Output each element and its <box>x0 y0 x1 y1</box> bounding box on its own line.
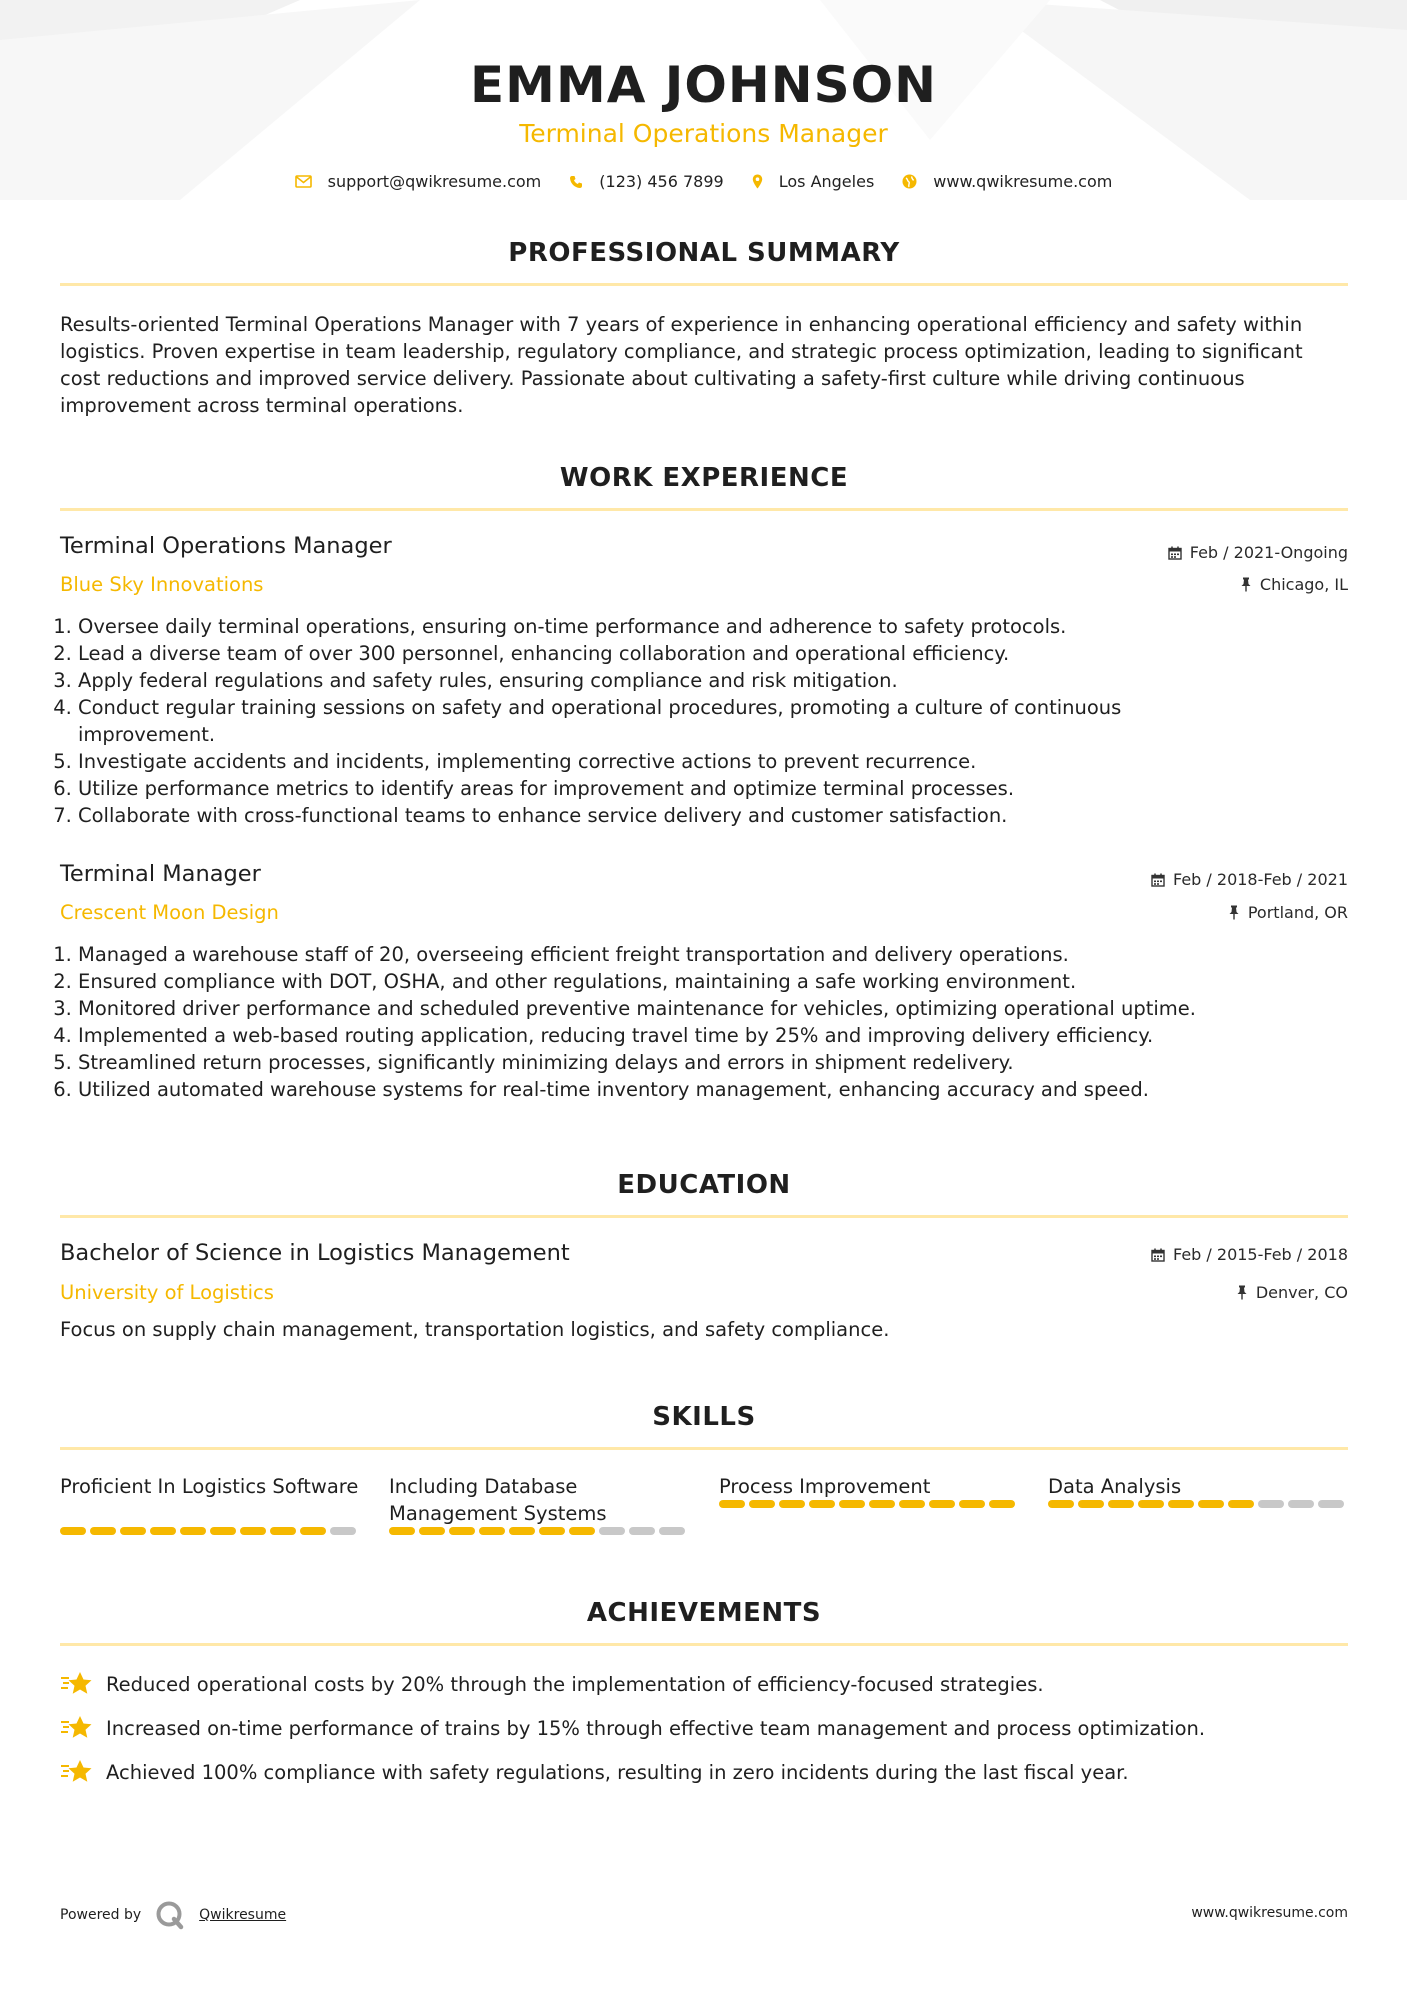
degree-title: Bachelor of Science in Logistics Management <box>60 1240 570 1266</box>
skill-segment-empty <box>330 1527 356 1535</box>
brand-link[interactable]: Qwikresume <box>199 1907 287 1923</box>
globe-icon <box>902 174 917 189</box>
skill-segment-filled <box>60 1527 86 1535</box>
skill-segment-filled <box>1138 1500 1164 1508</box>
section-title-experience: WORK EXPERIENCE <box>559 463 849 493</box>
footer-website[interactable]: www.qwikresume.com <box>1191 1905 1348 1921</box>
skill-segment-filled <box>809 1500 835 1508</box>
star-icon <box>60 1759 94 1785</box>
list-item: 3. Monitored driver performance and scheduled preventive maintenance for vehicles, optimizing operational uptime. <box>78 995 1338 1022</box>
job-bullets <box>60 941 1338 1103</box>
skill-name: Process Improvement <box>719 1475 931 1498</box>
pushpin-icon <box>1236 1285 1248 1300</box>
skill-segment-filled <box>1078 1500 1104 1508</box>
star-icon <box>60 1671 94 1697</box>
section-divider <box>60 1215 1348 1218</box>
skill-segment-filled <box>869 1500 895 1508</box>
skill-segment-filled <box>1228 1500 1254 1508</box>
skill-segment-filled <box>419 1527 445 1535</box>
job-title: Terminal Manager <box>60 861 261 887</box>
summary-text: Results-oriented Terminal Operations Manager with 7 years of experience in enhancing operational efficiency and safety within logistics. Proven expertise in team leadership, regulatory compliance, and strategic process optimization, leading to significant cost reductions and improved service delivery. Passionate about cultivating a safety-first culture while driving continuous improvement across terminal operations. <box>60 313 1303 417</box>
skill-level-bar <box>60 1527 360 1535</box>
skill-segment-filled <box>989 1500 1015 1508</box>
map-pin-icon <box>752 174 763 189</box>
email-text: support@qwikresume.com <box>327 172 542 191</box>
contact-phone[interactable] <box>569 172 723 191</box>
skill-segment-filled <box>839 1500 865 1508</box>
contact-email[interactable] <box>295 172 542 191</box>
skill-level-bar <box>1048 1500 1348 1508</box>
list-item: 5. Investigate accidents and incidents, implementing corrective actions to prevent recurrence. <box>78 748 1338 775</box>
skill-name: Proficient In Logistics Software <box>60 1475 359 1498</box>
skill-segment-filled <box>719 1500 745 1508</box>
list-item: 1. Managed a warehouse staff of 20, overseeing efficient freight transportation and delivery operations. <box>78 941 1338 968</box>
contact-location <box>752 172 875 191</box>
calendar-icon <box>1168 546 1182 560</box>
skill-segment-filled <box>150 1527 176 1535</box>
job-location: Chicago, IL <box>1240 575 1348 594</box>
skill-segment-filled <box>210 1527 236 1535</box>
section-title-skills: SKILLS <box>652 1402 756 1432</box>
achievement-item: Reduced operational costs by 20% through the implementation of efficiency-focused strategies. <box>60 1671 1044 1697</box>
candidate-name: EMMA JOHNSON <box>470 56 937 114</box>
skill-segment-filled <box>389 1527 415 1535</box>
education-description: Focus on supply chain management, transportation logistics, and safety compliance. <box>60 1318 890 1341</box>
skill-level-bar <box>389 1527 689 1535</box>
skill-segment-empty <box>1288 1500 1314 1508</box>
company-name: Crescent Moon Design <box>60 901 279 924</box>
skill-segment-filled <box>779 1500 805 1508</box>
pushpin-icon <box>1240 577 1252 592</box>
skill-name: Data Analysis <box>1048 1475 1182 1498</box>
company-name: Blue Sky Innovations <box>60 573 264 596</box>
envelope-icon <box>295 175 312 188</box>
skill-segment-filled <box>1168 1500 1194 1508</box>
section-title-summary: PROFESSIONAL SUMMARY <box>508 238 900 268</box>
list-item: 1. Oversee daily terminal operations, ensuring on-time performance and adherence to safety protocols. <box>78 613 1338 640</box>
skill-item <box>60 1473 360 1535</box>
skill-segment-filled <box>300 1527 326 1535</box>
skill-level-bar <box>719 1500 1019 1508</box>
skill-name: Including Database Management Systems <box>389 1475 607 1525</box>
skill-item <box>389 1473 689 1535</box>
skill-segment-filled <box>509 1527 535 1535</box>
skill-segment-empty <box>1318 1500 1344 1508</box>
skill-segment-filled <box>120 1527 146 1535</box>
education-date: Feb / 2015-Feb / 2018 <box>1151 1245 1348 1264</box>
list-item: 2. Ensured compliance with DOT, OSHA, and other regulations, maintaining a safe working environment. <box>78 968 1338 995</box>
list-item: 7. Collaborate with cross-functional teams to enhance service delivery and customer satisfaction. <box>78 802 1338 829</box>
section-title-education: EDUCATION <box>617 1170 791 1200</box>
school-name: University of Logistics <box>60 1281 274 1304</box>
star-icon <box>60 1715 94 1741</box>
skill-segment-filled <box>539 1527 565 1535</box>
list-item: 2. Lead a diverse team of over 300 personnel, enhancing collaboration and operational efficiency. <box>78 640 1338 667</box>
list-item: 4. Implemented a web-based routing application, reducing travel time by 25% and improving delivery efficiency. <box>78 1022 1338 1049</box>
phone-icon <box>569 175 583 189</box>
skill-segment-filled <box>569 1527 595 1535</box>
list-item: 3. Apply federal regulations and safety rules, ensuring compliance and risk mitigation. <box>78 667 1338 694</box>
pushpin-icon <box>1228 905 1240 920</box>
achievement-item: Increased on-time performance of trains by 15% through effective team management and process optimization. <box>60 1715 1205 1741</box>
skill-segment-empty <box>629 1527 655 1535</box>
skill-segment-filled <box>240 1527 266 1535</box>
achievement-item: Achieved 100% compliance with safety regulations, resulting in zero incidents during the last fiscal year. <box>60 1759 1129 1785</box>
section-divider <box>60 508 1348 511</box>
contact-website[interactable] <box>902 172 1112 191</box>
skill-segment-filled <box>1108 1500 1134 1508</box>
skill-segment-filled <box>1198 1500 1224 1508</box>
skill-segment-filled <box>180 1527 206 1535</box>
section-divider <box>60 1643 1348 1646</box>
skill-segment-filled <box>899 1500 925 1508</box>
skill-segment-empty <box>659 1527 685 1535</box>
skill-segment-filled <box>479 1527 505 1535</box>
phone-text: (123) 456 7899 <box>599 172 724 191</box>
job-bullets <box>60 613 1338 829</box>
section-divider <box>60 1447 1348 1450</box>
list-item: 4. Conduct regular training sessions on safety and operational procedures, promoting a culture of continuous improvement. <box>78 694 1338 748</box>
skill-segment-empty <box>599 1527 625 1535</box>
calendar-icon <box>1151 1248 1165 1262</box>
list-item: 6. Utilize performance metrics to identify areas for improvement and optimize terminal processes. <box>78 775 1338 802</box>
list-item: 6. Utilized automated warehouse systems for real-time inventory management, enhancing accuracy and speed. <box>78 1076 1338 1103</box>
skill-segment-filled <box>270 1527 296 1535</box>
skill-segment-filled <box>749 1500 775 1508</box>
contact-bar <box>0 172 1407 191</box>
skill-item <box>719 1473 1019 1508</box>
job-date: Feb / 2018-Feb / 2021 <box>1151 870 1348 889</box>
website-text: www.qwikresume.com <box>933 172 1113 191</box>
job-title: Terminal Operations Manager <box>60 533 392 559</box>
skill-segment-empty <box>1258 1500 1284 1508</box>
list-item: 5. Streamlined return processes, significantly minimizing delays and errors in shipment redelivery. <box>78 1049 1338 1076</box>
section-title-achievements: ACHIEVEMENTS <box>586 1598 822 1628</box>
section-divider <box>60 283 1348 286</box>
skill-segment-filled <box>1048 1500 1074 1508</box>
skill-segment-filled <box>449 1527 475 1535</box>
location-text: Los Angeles <box>778 172 875 191</box>
skill-item <box>1048 1473 1348 1508</box>
footer-powered-by <box>60 1900 286 1930</box>
education-location: Denver, CO <box>1236 1283 1348 1302</box>
job-location: Portland, OR <box>1228 903 1348 922</box>
candidate-role: Terminal Operations Manager <box>519 119 888 148</box>
skill-segment-filled <box>959 1500 985 1508</box>
qwikresume-logo-icon <box>155 1900 185 1930</box>
job-date: Feb / 2021-Ongoing <box>1168 543 1348 562</box>
skill-segment-filled <box>929 1500 955 1508</box>
skill-segment-filled <box>90 1527 116 1535</box>
calendar-icon <box>1151 873 1165 887</box>
powered-by-label: Powered by <box>60 1907 142 1923</box>
